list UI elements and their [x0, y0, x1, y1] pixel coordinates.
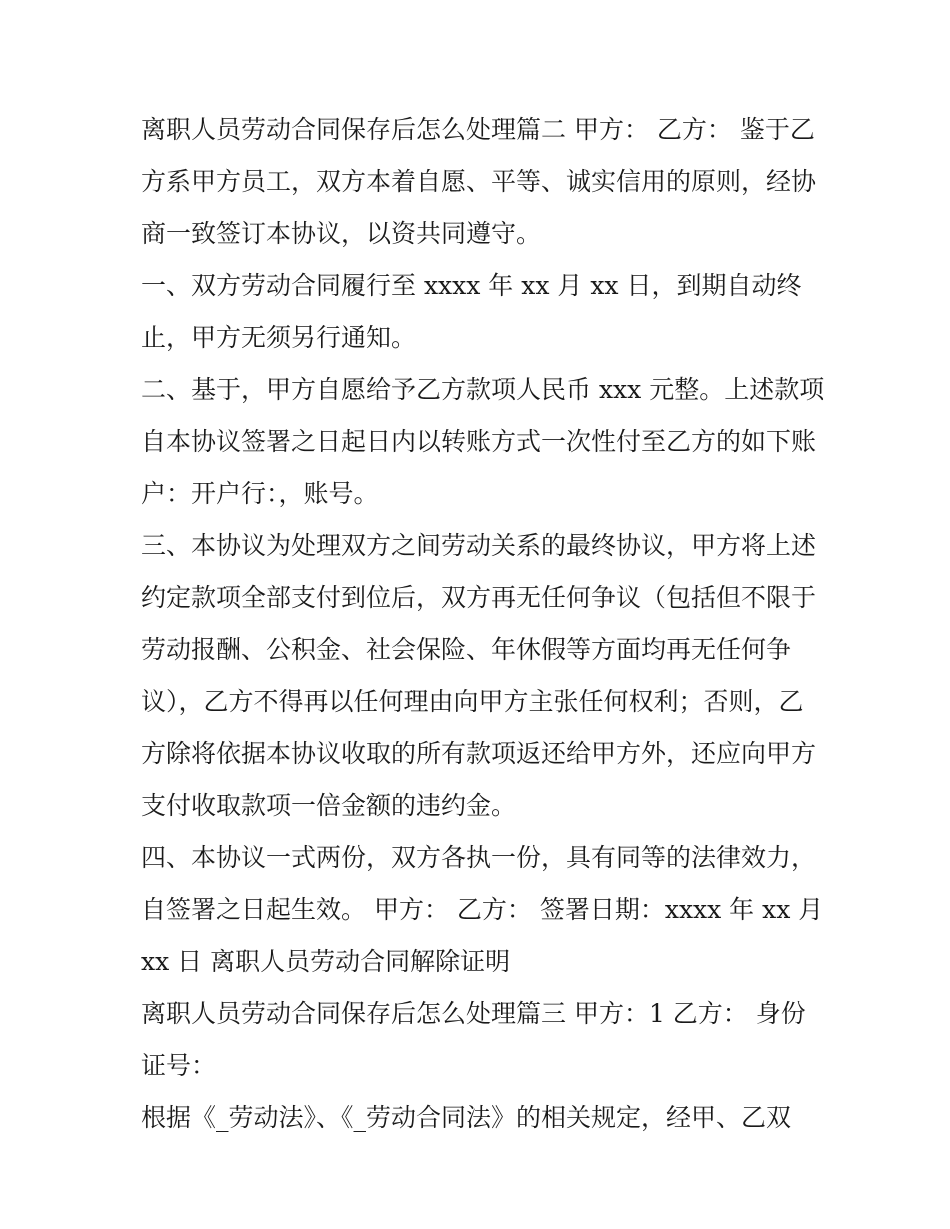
text-line: 议），乙方不得再以任何理由向甲方主张任何权利；否则，乙	[141, 687, 804, 716]
text-line: xx 日 离职人员劳动合同解除证明	[141, 947, 511, 976]
text-line: 自本协议签署之日起日内以转账方式一次性付至乙方的如下账	[141, 427, 817, 456]
text-line: 劳动报酬、公积金、社会保险、年休假等方面均再无任何争	[141, 635, 792, 664]
text-line: 止，甲方无须另行通知。	[141, 323, 417, 352]
text-line: 约定款项全部支付到位后，双方再无任何争议（包括但不限于	[141, 583, 817, 612]
text-line: 户：开户行：，账号。	[141, 479, 379, 508]
text-line: 离职人员劳动合同保存后怎么处理篇三 甲方：1 乙方： 身份	[141, 999, 806, 1028]
text-line: 三、本协议为处理双方之间劳动关系的最终协议，甲方将上述	[141, 531, 817, 560]
text-line: 根据《_劳动法》、《_劳动合同法》的相关规定，经甲、乙双	[141, 1103, 792, 1132]
text-line: 自签署之日起生效。 甲方： 乙方： 签署日期：xxxx 年 xx 月	[141, 895, 824, 924]
text-line: 证号：	[141, 1051, 217, 1080]
text-line: 方系甲方员工，双方本着自愿、平等、诚实信用的原则，经协	[141, 167, 817, 196]
text-line: 方除将依据本协议收取的所有款项返还给甲方外，还应向甲方	[141, 739, 817, 768]
text-line: 商一致签订本协议，以资共同遵守。	[141, 219, 542, 248]
text-line: 一、双方劳动合同履行至 xxxx 年 xx 月 xx 日，到期自动终	[141, 271, 802, 300]
text-line: 支付收取款项一倍金额的违约金。	[141, 791, 517, 820]
text-line: 二、基于，甲方自愿给予乙方款项人民币 xxx 元整。上述款项	[141, 375, 825, 404]
document-body	[141, 104, 825, 1144]
text-line: 四、本协议一式两份，双方各执一份，具有同等的法律效力，	[141, 843, 817, 872]
text-line: 离职人员劳动合同保存后怎么处理篇二 甲方： 乙方： 鉴于乙	[141, 115, 815, 144]
